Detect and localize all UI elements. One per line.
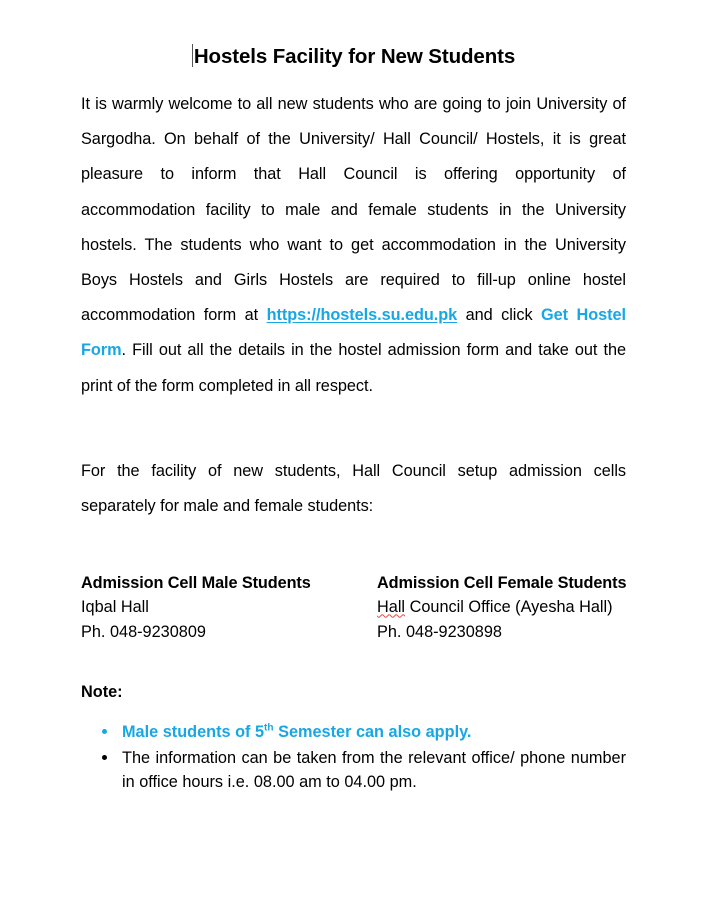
note-list: [81, 720, 626, 795]
admission-cell-male-title: Admission Cell Male Students: [81, 574, 311, 593]
note-item-1-prefix: Male students of 5: [122, 723, 265, 742]
admission-cells-block: [81, 571, 626, 653]
intro-text-part-3: . Fill out all the details in the hostel admission form and take out the print of the form completed in all respect.: [81, 341, 626, 395]
admission-cell-female-location: [377, 595, 626, 619]
page-title: Hostels Facility for New Students: [193, 45, 516, 68]
note-item-1-text: [122, 723, 471, 741]
bullet-dot-icon: [102, 729, 107, 734]
hostel-portal-link[interactable]: https://hostels.su.edu.pk: [266, 306, 458, 325]
text-cursor-caret: [192, 44, 193, 67]
admission-cell-male-location: Iqbal Hall: [81, 598, 149, 617]
admission-cell-female-location-rest: Council Office (Ayesha Hall): [405, 598, 613, 617]
list-item: [81, 720, 626, 745]
note-item-1-suffix: Semester can also apply.: [273, 723, 472, 742]
admission-cell-female: [377, 571, 626, 644]
title-row: [81, 42, 626, 76]
admission-cell-male-phone: Ph. 048-9230809: [81, 622, 206, 641]
document-body: [81, 0, 626, 796]
note-item-2-text: The information can be taken from the relevant office/ phone number in office hours i.e. 08.00 am to 04.00 pm.: [122, 748, 626, 792]
admission-cell-female-phone: Ph. 048-9230898: [377, 622, 502, 641]
admission-cell-female-title: Admission Cell Female Students: [377, 574, 627, 593]
spellcheck-underlined-word: Hall: [377, 598, 406, 617]
admission-cell-male: [81, 571, 311, 644]
note-item-1-superscript: th: [264, 722, 274, 734]
note-heading: Note:: [81, 683, 123, 702]
bullet-dot-icon: [102, 755, 107, 760]
second-paragraph: For the facility of new students, Hall Council setup admission cells separately for male and female students:: [81, 461, 626, 516]
list-item: [81, 746, 626, 795]
intro-text-part-2: and click: [457, 306, 542, 325]
intro-text-part-1: It is warmly welcome to all new students who are going to join University of Sargodha. On behalf of the University/ Hall Council/ Hostels, it is great pleasure to inform that Hall Council is offering opportunity of accommodation facility to male and female students in the University hostels. The students who want to get accommodation in the University Boys Hostels and Girls Hostels are required to fill-up online hostel accommodation form at: [81, 95, 626, 325]
intro-paragraph: [81, 87, 626, 404]
get-hostel-form-label[interactable]: Get Hostel Form: [81, 306, 626, 360]
